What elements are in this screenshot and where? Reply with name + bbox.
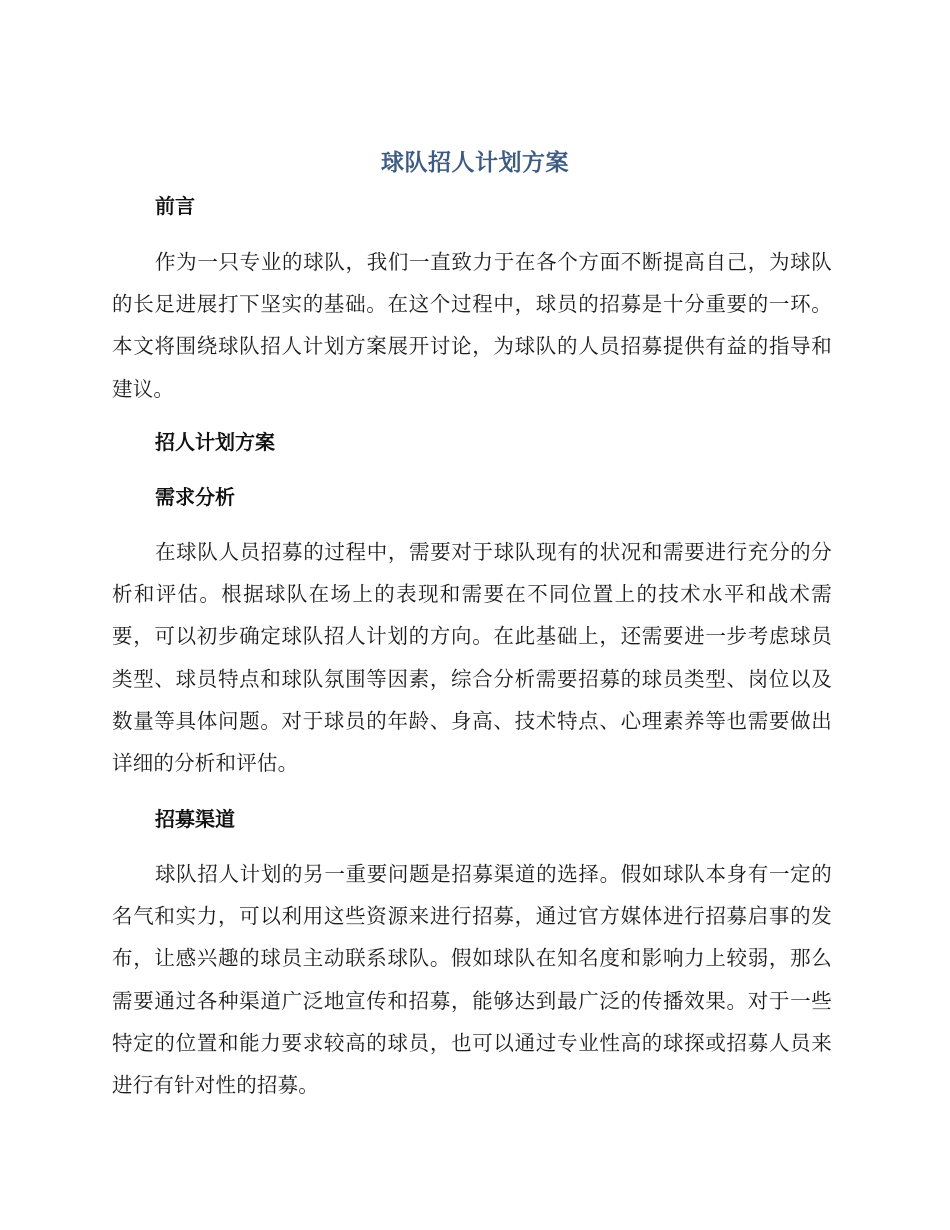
section-heading-needs-analysis: 需求分析 — [155, 485, 235, 509]
paragraph-needs-analysis: 在球队人员招募的过程中，需要对于球队现有的状况和需要进行充分的分析和评估。根据球队在场上的表现和需要在不同位置上的技术水平和战术需要，可以初步确定球队招人计划的方向。在此基础上，还需要进一步考虑球员类型、球员特点和球队氛围等因素，综合分析需要招募的球员类型、岗位以及数量等具体问题。对于球员的年龄、身高、技术特点、心理素养等也需要做出详细的分析和评估。 — [112, 540, 832, 776]
section-heading-recruitment-channels: 招募渠道 — [155, 807, 235, 831]
paragraph-preface: 作为一只专业的球队，我们一直致力于在各个方面不断提高自己，为球队的长足进展打下坚实的基础。在这个过程中，球员的招募是十分重要的一环。本文将围绕球队招人计划方案展开讨论，为球队的人员招募提供有益的指导和建议。 — [112, 250, 832, 401]
document-title: 球队招人计划方案 — [381, 150, 569, 176]
section-heading-recruitment-plan: 招人计划方案 — [155, 430, 275, 454]
paragraph-recruitment-channels: 球队招人计划的另一重要问题是招募渠道的选择。假如球队本身有一定的名气和实力，可以利用这些资源来进行招募，通过官方媒体进行招募启事的发布，让感兴趣的球员主动联系球队。假如球队在知名度和影响力上较弱，那么需要通过各种渠道广泛地宣传和招募，能够达到最广泛的传播效果。对于一些特定的位置和能力要求较高的球员，也可以通过专业性高的球探或招募人员来进行有针对性的招募。 — [112, 862, 832, 1098]
section-heading-preface: 前言 — [155, 194, 195, 218]
